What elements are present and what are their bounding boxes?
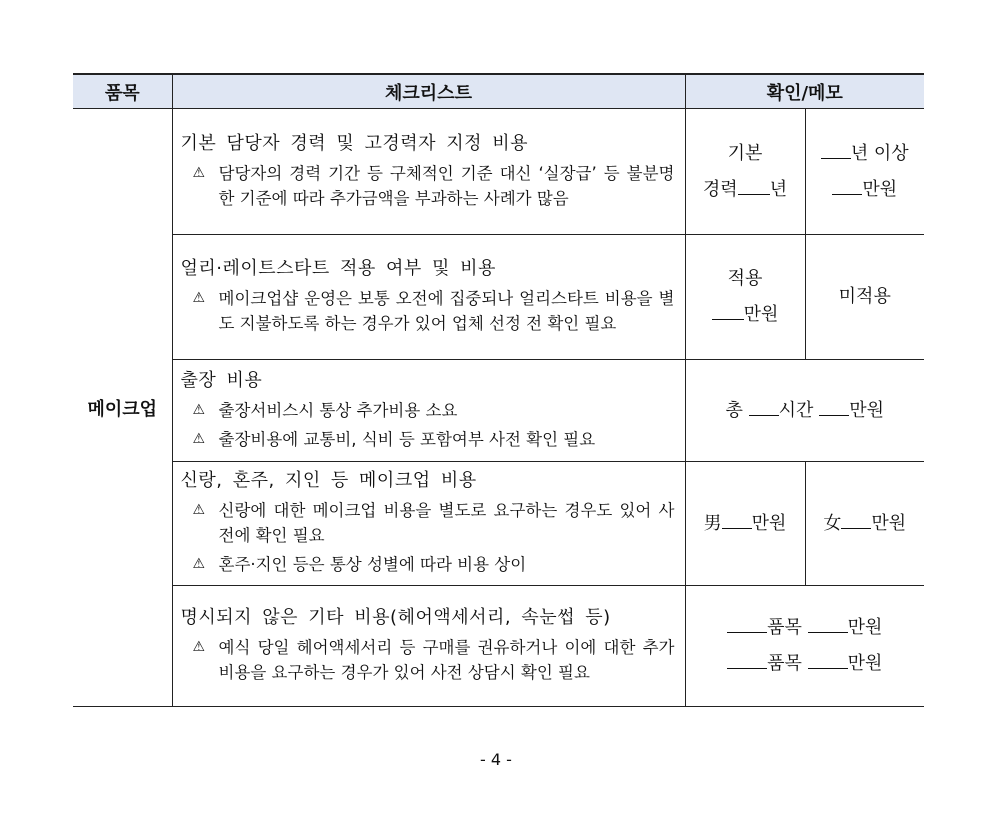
memo-cell-left: 男 만원 xyxy=(685,462,805,586)
blank-field[interactable] xyxy=(727,648,767,669)
table-row xyxy=(73,109,924,235)
blank-field[interactable] xyxy=(722,508,752,529)
note: ⚠ 메이크업샵 운영은 보통 오전에 집중되나 얼리스타트 비용을 별도 지불하도록 하는 경우가 있어 업체 선정 전 확인 필요 xyxy=(181,286,675,336)
item-title: 얼리·레이트스타트 적용 여부 및 비용 xyxy=(180,258,496,279)
memo-cell: 총 시간 만원 xyxy=(685,360,924,462)
memo-cell-right: 미적용 xyxy=(805,235,924,360)
blank-field[interactable] xyxy=(727,612,767,633)
checklist-cell xyxy=(172,109,685,235)
blank-field[interactable] xyxy=(821,138,851,159)
warning-icon: ⚠ xyxy=(192,556,206,572)
blank-field[interactable] xyxy=(819,395,849,416)
note: ⚠ 혼주·지인 등은 통상 성별에 따라 비용 상이 xyxy=(181,552,675,577)
memo-cell: 품목 만원 품목 만원 xyxy=(685,586,924,707)
warning-icon: ⚠ xyxy=(192,430,206,447)
warning-icon: ⚠ xyxy=(192,164,206,181)
item-title: 기본 담당자 경력 및 고경력자 지정 비용 xyxy=(180,132,529,154)
warning-icon: ⚠ xyxy=(192,401,206,418)
checklist-table xyxy=(73,73,924,707)
memo-cell-left: 기본 경력 년 xyxy=(685,109,805,235)
table-row xyxy=(73,586,924,707)
header-category: 품목 xyxy=(73,74,172,109)
blank-field[interactable] xyxy=(738,174,770,195)
blank-field[interactable] xyxy=(808,612,848,633)
blank-field[interactable] xyxy=(808,648,848,669)
note: ⚠ 담당자의 경력 기간 등 구체적인 기준 대신 ‘실장급’ 등 불분명한 기준에 따라 추가금액을 부과하는 사례가 많음 xyxy=(181,161,675,211)
note: ⚠ 예식 당일 헤어액세서리 등 구매를 권유하거나 이에 대한 추가비용을 요구하는 경우가 있어 사전 상담시 확인 필요 xyxy=(181,635,675,685)
warning-icon: ⚠ xyxy=(192,290,206,306)
note: ⚠ 신랑에 대한 메이크업 비용을 별도로 요구하는 경우도 있어 사전에 확인 필요 xyxy=(181,498,675,548)
warning-icon: ⚠ xyxy=(192,502,206,518)
warning-icon: ⚠ xyxy=(192,639,206,655)
note: ⚠ 출장비용에 교통비, 식비 등 포함여부 사전 확인 필요 xyxy=(181,427,675,452)
blank-field[interactable] xyxy=(749,395,779,416)
checklist-cell xyxy=(172,586,685,707)
checklist-cell xyxy=(172,235,685,360)
item-title: 명시되지 않은 기타 비용(헤어액세서리, 속눈썹 등) xyxy=(180,607,611,628)
table-row xyxy=(73,360,924,462)
blank-field[interactable] xyxy=(712,299,744,320)
table-row xyxy=(73,462,924,586)
header-row xyxy=(73,74,924,109)
memo-cell-right: 女 만원 xyxy=(805,462,924,586)
category-cell: 메이크업 xyxy=(73,109,172,707)
memo-cell-right: 년 이상 만원 xyxy=(805,109,924,235)
table-row xyxy=(73,235,924,360)
header-checklist: 체크리스트 xyxy=(172,74,685,109)
blank-field[interactable] xyxy=(832,174,862,195)
item-title: 신랑, 혼주, 지인 등 메이크업 비용 xyxy=(180,470,477,491)
header-memo: 확인/메모 xyxy=(685,74,924,109)
checklist-cell xyxy=(172,462,685,586)
note: ⚠ 출장서비스시 통상 추가비용 소요 xyxy=(181,398,675,423)
blank-field[interactable] xyxy=(841,508,871,529)
memo-cell-left: 적용 만원 xyxy=(685,235,805,360)
page-number: - 4 - xyxy=(480,750,512,769)
checklist-cell xyxy=(172,360,685,462)
item-title: 출장 비용 xyxy=(180,369,263,391)
